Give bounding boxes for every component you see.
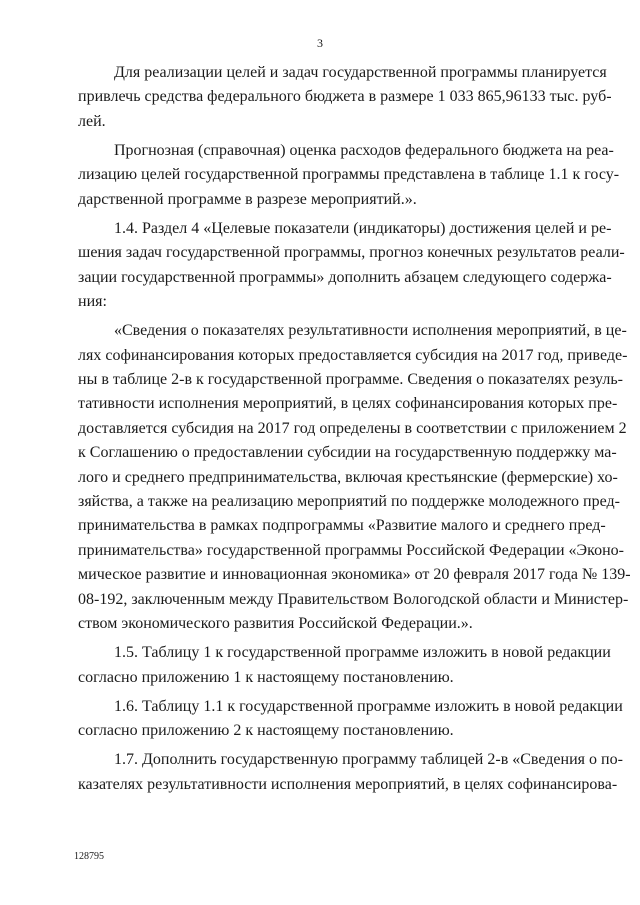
- text-line: согласно приложению 2 к настоящему постановлению.: [78, 722, 454, 740]
- text-line: согласно приложению 1 к настоящему постановлению.: [78, 668, 454, 686]
- text-line: ны в таблице 2-в к государственной программе. Сведения о показателях резуль-: [78, 371, 623, 389]
- page-number: 3: [317, 36, 323, 50]
- text-line: зяйства, а также на реализацию мероприятий по поддержке молодежного пред-: [78, 493, 620, 511]
- text-line: к Соглашению о предоставлении субсидии на государственную поддержку ма-: [78, 444, 617, 462]
- text-line: 1.5. Таблицу 1 к государственной программе изложить в новой редакции: [114, 644, 611, 662]
- text-line: дарственной программе в разрезе мероприятий.».: [78, 190, 417, 208]
- text-line: 1.4. Раздел 4 «Целевые показатели (индикаторы) достижения целей и ре-: [114, 219, 612, 237]
- text-line: принимательства в рамках подпрограммы «Развитие малого и среднего пред-: [78, 517, 606, 535]
- text-line: зации государственной программы» дополнить абзацем следующего содержа-: [78, 268, 612, 286]
- paragraph: [78, 61, 612, 134]
- text-line: лого и среднего предпринимательства, включая крестьянские (фермерские) хо-: [78, 468, 618, 486]
- text-line: мическое развитие и инновационная экономика» от 20 февраля 2017 года № 139-: [78, 566, 631, 584]
- text-line: лей.: [78, 112, 106, 130]
- text-line: «Сведения о показателях результативности исполнения мероприятий, в це-: [114, 322, 627, 340]
- paragraph: [78, 139, 620, 212]
- text-line: 1.6. Таблицу 1.1 к государственной программе изложить в новой редакции: [114, 697, 623, 715]
- paragraph: [78, 695, 623, 744]
- text-line: принимательства» государственной программы Российской Федерации «Эконо-: [78, 541, 624, 559]
- text-line: Прогнозная (справочная) оценка расходов федерального бюджета на реа-: [114, 141, 614, 159]
- paragraph: [78, 641, 611, 690]
- text-line: лях софинансирования которых предоставляется субсидия на 2017 год, приведе-: [78, 346, 628, 364]
- paragraph: [78, 319, 631, 636]
- text-line: ния:: [78, 293, 107, 311]
- document-code: 128795: [74, 851, 104, 862]
- text-line: шения задач государственной программы, прогноз конечных результатов реали-: [78, 244, 625, 262]
- text-line: привлечь средства федерального бюджета в размере 1 033 865,96133 тыс. руб-: [78, 88, 612, 106]
- document-body: [78, 61, 631, 802]
- text-line: ством экономического развития Российской Федерации.».: [78, 614, 473, 632]
- text-line: казателях результативности исполнения мероприятий, в целях софинансирова-: [78, 775, 618, 793]
- text-line: тативности исполнения мероприятий, в целях софинансирования которых пре-: [78, 395, 618, 413]
- text-line: Для реализации целей и задач государственной программы планируется: [114, 64, 607, 81]
- text-line: 1.7. Дополнить государственную программу таблицей 2-в «Сведения о по-: [114, 751, 623, 769]
- paragraph: [78, 748, 623, 797]
- text-line: лизацию целей государственной программы представлена в таблице 1.1 к госу-: [78, 166, 620, 184]
- text-line: 08-192, заключенным между Правительством Вологодской области и Министер-: [78, 590, 629, 608]
- paragraph: [78, 217, 625, 315]
- text-line: доставляется субсидия на 2017 год определены в соответствии с приложением 2: [78, 419, 627, 437]
